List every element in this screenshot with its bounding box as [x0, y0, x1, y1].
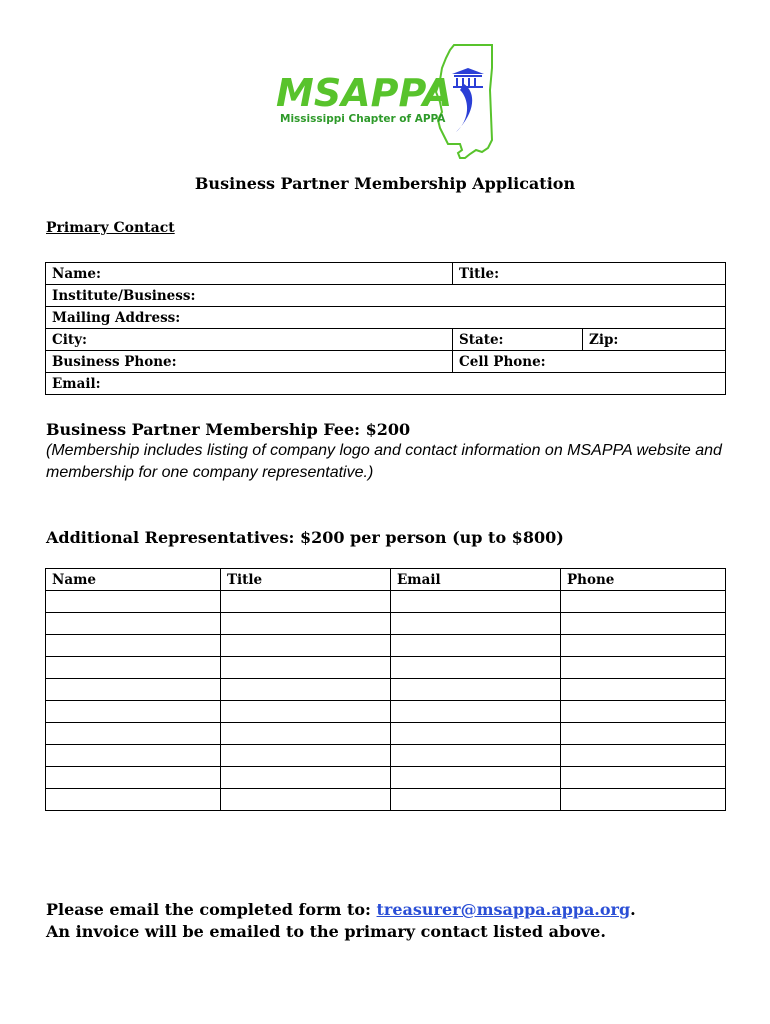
table-row: [46, 745, 726, 767]
rep-phone-cell[interactable]: [561, 745, 726, 767]
table-row: [46, 613, 726, 635]
table-row: [46, 307, 726, 329]
state-label: State:: [459, 331, 504, 348]
rep-title-cell[interactable]: [221, 701, 391, 723]
rep-phone-cell[interactable]: [561, 679, 726, 701]
rep-phone-cell[interactable]: [561, 767, 726, 789]
rep-title-cell[interactable]: [221, 591, 391, 613]
rep-phone-cell[interactable]: [561, 701, 726, 723]
rep-name-cell[interactable]: [46, 723, 221, 745]
rep-name-cell[interactable]: [46, 679, 221, 701]
rep-name-cell[interactable]: [46, 701, 221, 723]
table-row: [46, 329, 726, 351]
table-row: [46, 285, 726, 307]
email-field[interactable]: [46, 373, 726, 395]
table-row: [46, 679, 726, 701]
title-field[interactable]: [453, 263, 726, 285]
rep-title-cell[interactable]: [221, 723, 391, 745]
table-row: [46, 701, 726, 723]
rep-title-cell[interactable]: [221, 767, 391, 789]
rep-phone-cell[interactable]: [561, 591, 726, 613]
rep-name-cell[interactable]: [46, 635, 221, 657]
rep-phone-cell[interactable]: [561, 789, 726, 811]
rep-title-cell[interactable]: [221, 657, 391, 679]
primary-contact-heading: Primary Contact: [46, 220, 175, 236]
zip-label: Zip:: [589, 331, 619, 348]
rep-name-cell[interactable]: [46, 613, 221, 635]
institute-field[interactable]: [46, 285, 726, 307]
column-header-email: Email: [391, 569, 561, 591]
table-row: [46, 789, 726, 811]
rep-email-cell[interactable]: [391, 591, 561, 613]
zip-field[interactable]: [583, 329, 726, 351]
name-field[interactable]: [46, 263, 453, 285]
mailing-address-field[interactable]: [46, 307, 726, 329]
rep-email-cell[interactable]: [391, 657, 561, 679]
primary-contact-table: [45, 262, 726, 395]
rep-email-cell[interactable]: [391, 723, 561, 745]
column-header-title: Title: [221, 569, 391, 591]
rep-email-cell[interactable]: [391, 701, 561, 723]
footer-suffix: .: [630, 900, 636, 919]
column-header-name: Name: [46, 569, 221, 591]
rep-email-cell[interactable]: [391, 613, 561, 635]
rep-phone-cell[interactable]: [561, 613, 726, 635]
rep-phone-cell[interactable]: [561, 635, 726, 657]
rep-name-cell[interactable]: [46, 591, 221, 613]
table-row: [46, 723, 726, 745]
email-label: Email:: [52, 375, 101, 392]
cell-phone-label: Cell Phone:: [459, 353, 546, 370]
rep-title-cell[interactable]: [221, 745, 391, 767]
fee-note: (Membership includes listing of company logo and contact information on MSAPPA website and membership for one company representative.): [46, 442, 722, 481]
table-header-row: [46, 569, 726, 591]
rep-email-cell[interactable]: [391, 745, 561, 767]
business-phone-label: Business Phone:: [52, 353, 177, 370]
footer-instruction: [46, 900, 636, 919]
table-row: [46, 767, 726, 789]
state-field[interactable]: [453, 329, 583, 351]
rep-title-cell[interactable]: [221, 613, 391, 635]
representatives-table: [45, 568, 726, 811]
table-row: [46, 657, 726, 679]
column-header-phone: Phone: [561, 569, 726, 591]
treasurer-email-link[interactable]: treasurer@msappa.appa.org: [376, 900, 631, 919]
table-row: [46, 635, 726, 657]
business-phone-field[interactable]: [46, 351, 453, 373]
title-label: Title:: [459, 265, 500, 282]
rep-title-cell[interactable]: [221, 789, 391, 811]
rep-name-cell[interactable]: [46, 789, 221, 811]
rep-phone-cell[interactable]: [561, 657, 726, 679]
rep-email-cell[interactable]: [391, 635, 561, 657]
fee-title: Business Partner Membership Fee: $200: [46, 420, 411, 439]
blue-swoosh-icon: [456, 84, 472, 132]
rep-email-cell[interactable]: [391, 789, 561, 811]
table-row: [46, 591, 726, 613]
institute-label: Institute/Business:: [52, 287, 196, 304]
representatives-body: [46, 591, 726, 811]
building-icon: [452, 68, 484, 88]
rep-title-cell[interactable]: [221, 679, 391, 701]
table-row: [46, 351, 726, 373]
msappa-logo: [270, 40, 500, 165]
cell-phone-field[interactable]: [453, 351, 726, 373]
rep-title-cell[interactable]: [221, 635, 391, 657]
table-row: [46, 263, 726, 285]
rep-email-cell[interactable]: [391, 679, 561, 701]
rep-name-cell[interactable]: [46, 767, 221, 789]
rep-phone-cell[interactable]: [561, 723, 726, 745]
name-label: Name:: [52, 265, 101, 282]
footer-prefix: Please email the completed form to:: [46, 900, 377, 919]
rep-email-cell[interactable]: [391, 767, 561, 789]
representatives-title: Additional Representatives: $200 per person (up to $800): [46, 528, 564, 547]
page-title: Business Partner Membership Application: [194, 174, 576, 193]
rep-name-cell[interactable]: [46, 657, 221, 679]
logo-subtitle: Mississippi Chapter of APPA: [280, 113, 446, 125]
city-field[interactable]: [46, 329, 453, 351]
mailing-address-label: Mailing Address:: [52, 309, 181, 326]
rep-name-cell[interactable]: [46, 745, 221, 767]
city-label: City:: [52, 331, 87, 348]
table-row: [46, 373, 726, 395]
footer-invoice-note: An invoice will be emailed to the primary contact listed above.: [46, 922, 606, 941]
logo-name: MSAPPA: [276, 71, 453, 115]
